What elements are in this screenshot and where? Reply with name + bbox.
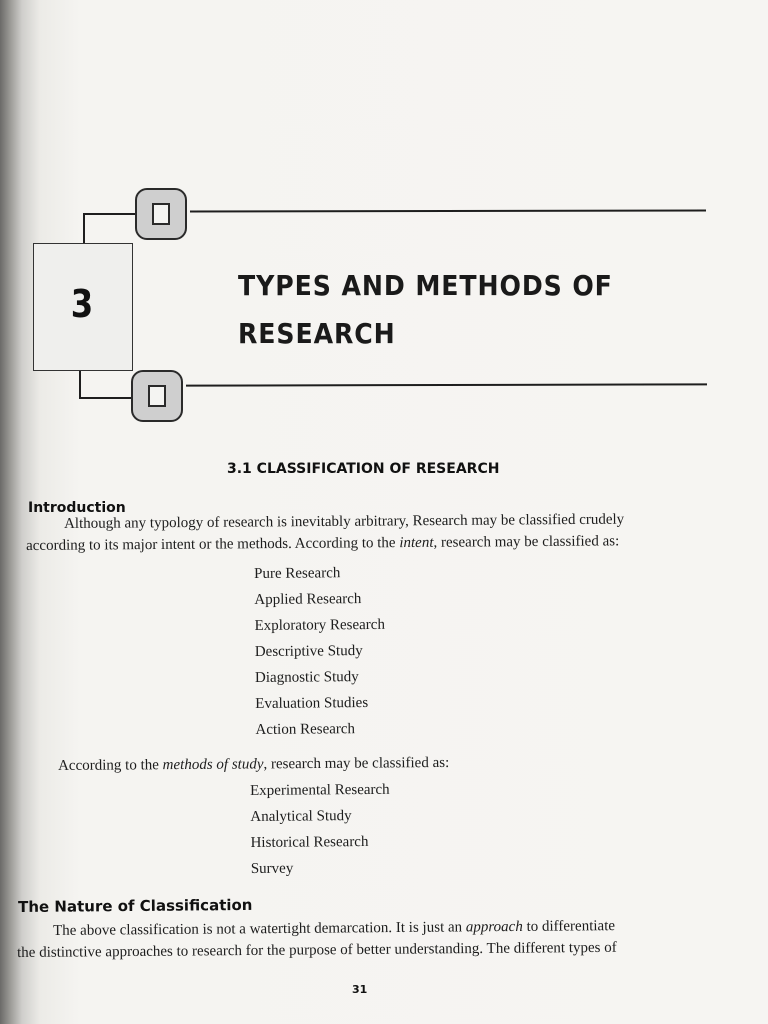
chapter-title (238, 262, 613, 358)
list-item: Exploratory Research (254, 616, 386, 634)
list-item: Historical Research (250, 833, 369, 851)
nature-emphasis: approach (465, 918, 523, 936)
header-bottom-vertical (79, 369, 81, 399)
chapter-number-box (33, 243, 133, 371)
list-item: Descriptive Study (254, 643, 363, 660)
intent-types-list (254, 560, 386, 743)
nature-heading: The Nature of Classification (18, 895, 253, 916)
intro-text: according to its major intent or the methods. According to the (26, 535, 400, 554)
chapter-number: 3 (70, 282, 94, 326)
list-item: Experimental Research (250, 781, 390, 799)
header-bottom-connector (80, 397, 132, 399)
nature-line-2: the distinctive approaches to research for the purpose of better understanding. The different types of (17, 939, 617, 961)
introduction-line-1: Although any typology of research is inevitably arbitrary, Research may be classified crudely (64, 511, 625, 532)
introduction-line-2 (26, 532, 619, 555)
nature-line-1 (53, 917, 615, 940)
ornament-inner-square (148, 385, 166, 407)
list-item: Analytical Study (250, 808, 352, 825)
methods-emphasis: methods of study (162, 756, 264, 774)
chapter-title-line-1: TYPES AND METHODS OF (238, 269, 613, 302)
methods-text: According to the (58, 757, 163, 774)
list-item: Evaluation Studies (255, 695, 369, 712)
nature-text: to differentiate (522, 918, 616, 935)
page-number: 31 (352, 983, 368, 996)
header-bottom-rule (186, 383, 707, 386)
intro-text: , research may be classified as: (433, 533, 620, 551)
chapter-title-line-2: RESEARCH (238, 317, 396, 350)
introduction-heading: Introduction (28, 500, 126, 516)
list-item: Pure Research (254, 565, 341, 582)
section-heading: 3.1 CLASSIFICATION OF RESEARCH (227, 461, 500, 477)
methods-text: , research may be classified as: (263, 754, 450, 773)
method-types-list (250, 777, 390, 882)
header-top-ornament (135, 188, 187, 240)
header-bottom-ornament (131, 370, 183, 422)
list-item: Diagnostic Study (254, 669, 359, 686)
header-top-vertical (83, 213, 85, 245)
ornament-inner-square (152, 203, 170, 225)
methods-intro-line (58, 754, 449, 775)
list-item: Applied Research (254, 591, 362, 608)
header-top-connector (84, 213, 136, 215)
list-item: Action Research (255, 721, 356, 738)
nature-text: The above classification is not a watertight demarcation. It is just an (53, 919, 466, 939)
intro-emphasis: intent (399, 534, 434, 552)
header-top-rule (190, 210, 706, 213)
list-item: Survey (250, 860, 294, 877)
